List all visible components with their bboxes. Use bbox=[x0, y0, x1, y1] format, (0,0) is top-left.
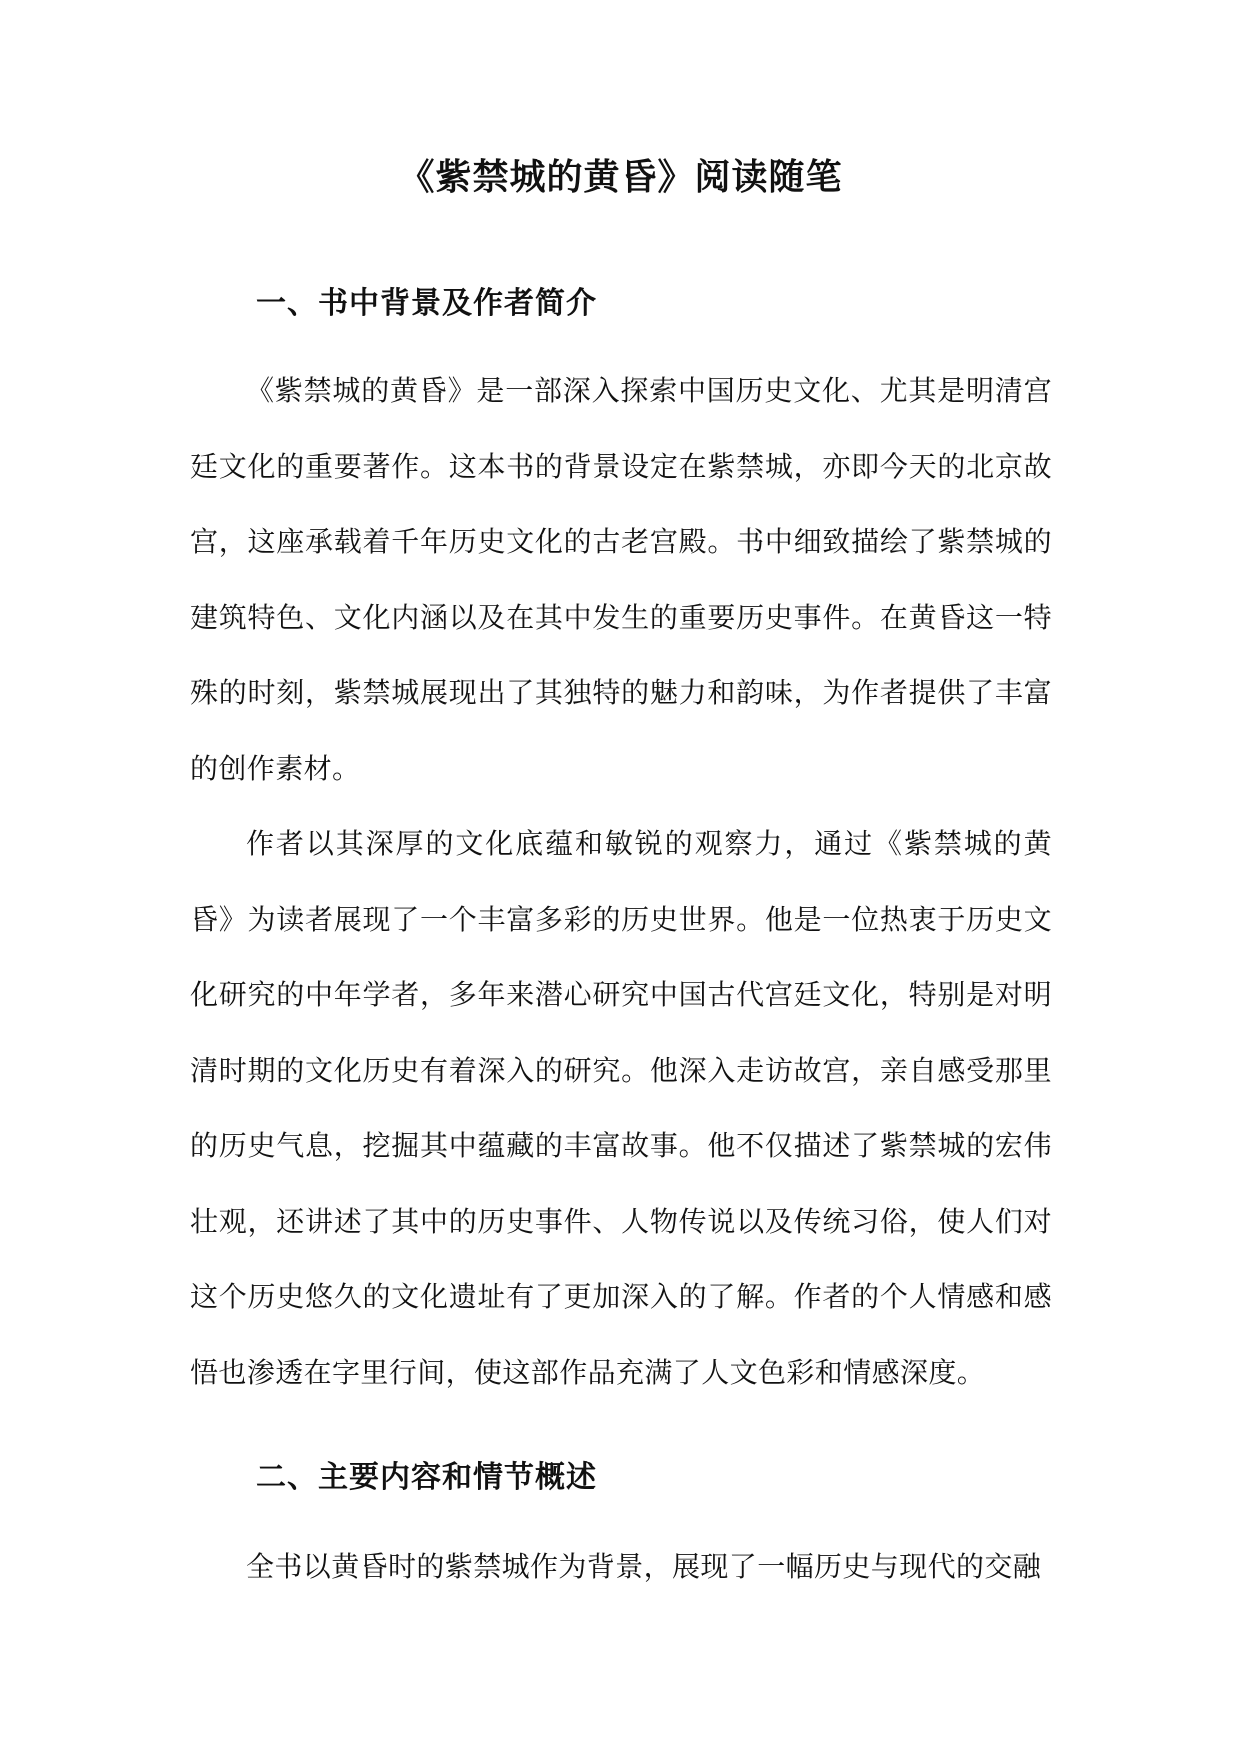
paragraph-content-summary: 全书以黄昏时的紫禁城作为背景，展现了一幅历史与现代的交融 bbox=[246, 1550, 1042, 1583]
document-title: 《紫禁城的黄昏》阅读随笔 bbox=[398, 157, 843, 198]
section-heading-background: 一、书中背景及作者简介 bbox=[256, 286, 597, 321]
section-heading-content-summary: 二、主要内容和情节概述 bbox=[256, 1460, 597, 1495]
paragraph-book-background: 《紫禁城的黄昏》是一部深入探索中国历史文化、尤其是明清宫廷文化的重要著作。这本书的背景设定在紫禁城，亦即今天的北京故宫，这座承载着千年历史文化的古老宫殿。书中细致描绘了紫禁城的建筑特色、文化内涵以及在其中发生的重要历史事件。在黄昏这一特殊的时刻，紫禁城展现出了其独特的魅力和韵味，为作者提供了丰富的创作素材。 bbox=[190, 374, 1052, 785]
paragraph-author-intro: 作者以其深厚的文化底蕴和敏锐的观察力，通过《紫禁城的黄昏》为读者展现了一个丰富多彩的历史世界。他是一位热衷于历史文化研究的中年学者，多年来潜心研究中国古代宫廷文化，特别是对明清时期的文化历史有着深入的研究。他深入走访故宫，亲自感受那里的历史气息，挖掘其中蕴藏的丰富故事。他不仅描述了紫禁城的宏伟壮观，还讲述了其中的历史事件、人物传说以及传统习俗，使人们对这个历史悠久的文化遗址有了更加深入的了解。作者的个人情感和感悟也渗透在字里行间，使这部作品充满了人文色彩和情感深度。 bbox=[190, 827, 1052, 1389]
